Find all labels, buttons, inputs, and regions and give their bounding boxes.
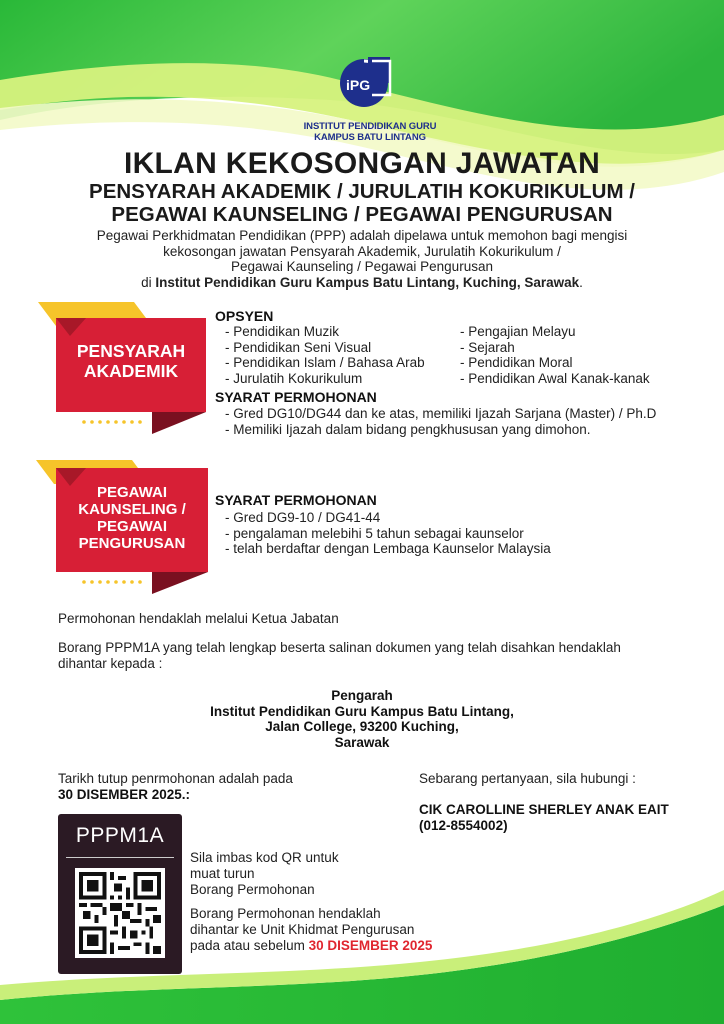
application-note: Permohonan hendaklah melalui Ketua Jabatan	[58, 611, 339, 626]
logo-mark: iPG	[346, 77, 371, 93]
syarat-item: - pengalaman melebihi 5 tahun sebagai kaunselor	[225, 525, 524, 541]
address-block	[0, 688, 724, 750]
qr-scan-line-2: muat turun	[190, 866, 255, 881]
qr-send-line-2: dihantar ke Unit Khidmat Pengurusan	[190, 922, 415, 937]
syarat-item: - Memiliki Ijazah dalam bidang pengkhususan yang dimohon.	[225, 421, 591, 437]
contact-phone: (012-8554002)	[419, 818, 508, 833]
intro-line-2: kekosongan jawatan Pensyarah Akademik, Jurulatih Kokurikulum /	[163, 243, 561, 259]
ribbon-kaunseling-line-3: PEGAWAI	[96, 518, 167, 535]
address-line-3: Jalan College, 93200 Kuching,	[265, 719, 459, 734]
syarat-item: - Gred DG10/DG44 dan ke atas, memiliki Ijazah Sarjana (Master) / Ph.D	[225, 406, 657, 421]
ribbon-pensyarah-line-2: AKADEMIK	[83, 361, 179, 381]
application-instruction	[58, 640, 698, 672]
opsyen-item: - Pendidikan Seni Visual	[225, 339, 372, 355]
ribbon-kaunseling-line-2: KAUNSELING /	[78, 501, 186, 518]
contact-label: Sebarang pertanyaan, sila hubungi :	[419, 771, 636, 786]
qr-send-instructions	[190, 906, 432, 954]
address-line-2: Institut Pendidikan Guru Kampus Batu Lintang,	[210, 703, 514, 719]
address-line-1: Pengarah	[331, 688, 393, 703]
intro-line-1: Pegawai Perkhidmatan Pendidikan (PPP) adalah dipelawa untuk memohon bagi mengisi	[96, 228, 628, 243]
kaunseling-syarat-list	[225, 510, 551, 557]
intro-line-4-suffix: .	[579, 274, 583, 290]
qr-send-date: 30 DISEMBER 2025	[308, 938, 433, 953]
opsyen-item: - Pengajian Melayu	[460, 324, 576, 339]
pensyarah-syarat-list	[225, 406, 656, 437]
address-line-4: Sarawak	[334, 734, 390, 750]
opsyen-title: OPSYEN	[215, 308, 274, 324]
intro-line-4-prefix: di	[141, 274, 156, 290]
opsyen-item: - Sejarah	[460, 339, 515, 355]
qr-label: PPPM1A	[75, 824, 165, 847]
intro-line-4	[40, 275, 684, 291]
ribbon-pensyarah-akademik	[34, 296, 214, 438]
page-subtitle-2: PEGAWAI KAUNSELING / PEGAWAI PENGURUSAN	[111, 203, 613, 226]
ribbon-kaunseling-line-1: PEGAWAI	[96, 484, 167, 501]
opsyen-item: - Pendidikan Awal Kanak-kanak	[460, 370, 650, 386]
page-subtitle-1: PENSYARAH AKADEMIK / JURULATIH KOKURIKULUM /	[89, 180, 635, 203]
qr-send-line-3	[190, 938, 432, 954]
intro-paragraph	[40, 228, 684, 290]
ribbon-pensyarah-line-1: PENSYARAH	[76, 341, 186, 361]
qr-send-prefix: pada atau sebelum	[190, 938, 309, 953]
qr-send-line-1: Borang Permohonan hendaklah	[190, 906, 381, 921]
page-title: IKLAN KEKOSONGAN JAWATAN	[123, 147, 601, 180]
opsyen-item: - Jurulatih Kokurikulum	[225, 370, 363, 386]
qr-code-icon[interactable]	[75, 868, 165, 958]
opsyen-list-right	[460, 324, 650, 386]
closing-label: Tarikh tutup penrmohonan adalah pada	[58, 771, 293, 786]
contact-name: CIK CAROLLINE SHERLEY ANAK EAIT	[419, 802, 669, 817]
ribbon-pegawai-kaunseling	[34, 456, 214, 596]
intro-line-3: Pegawai Kaunseling / Pegawai Pengurusan	[231, 259, 493, 274]
kaunseling-syarat-title: SYARAT PERMOHONAN	[215, 492, 377, 508]
qr-scan-line-3: Borang Permohonan	[190, 882, 315, 897]
opsyen-list-left	[225, 324, 425, 386]
qr-scan-line-1: Sila imbas kod QR untuk	[190, 850, 339, 865]
logo-line-2: KAMPUS BATU LINTANG	[314, 132, 426, 143]
opsyen-item: - Pendidikan Moral	[460, 355, 573, 370]
logo-text	[270, 121, 470, 143]
ribbon-kaunseling-line-4: PENGURUSAN	[78, 535, 186, 552]
application-line-b: dihantar kepada :	[58, 656, 163, 671]
opsyen-item: - Pendidikan Muzik	[225, 324, 340, 339]
intro-institution: Institut Pendidikan Guru Kampus Batu Lintang, Kuching, Sarawak	[155, 274, 580, 290]
closing-date: 30 DISEMBER 2025.:	[58, 787, 191, 802]
opsyen-item: - Pendidikan Islam / Bahasa Arab	[225, 355, 425, 370]
pensyarah-syarat-title: SYARAT PERMOHONAN	[215, 389, 377, 405]
logo-line-1: INSTITUT PENDIDIKAN GURU	[303, 121, 437, 132]
application-line-a: Borang PPPM1A yang telah lengkap beserta salinan dokumen yang telah disahkan hendaklah	[58, 640, 621, 655]
qr-divider	[66, 857, 174, 858]
qr-scan-instructions	[190, 850, 339, 898]
syarat-item: - Gred DG9-10 / DG41-44	[225, 510, 381, 525]
ipg-logo	[338, 55, 394, 115]
syarat-item: - telah berdaftar dengan Lembaga Kaunselor Malaysia	[225, 541, 551, 556]
